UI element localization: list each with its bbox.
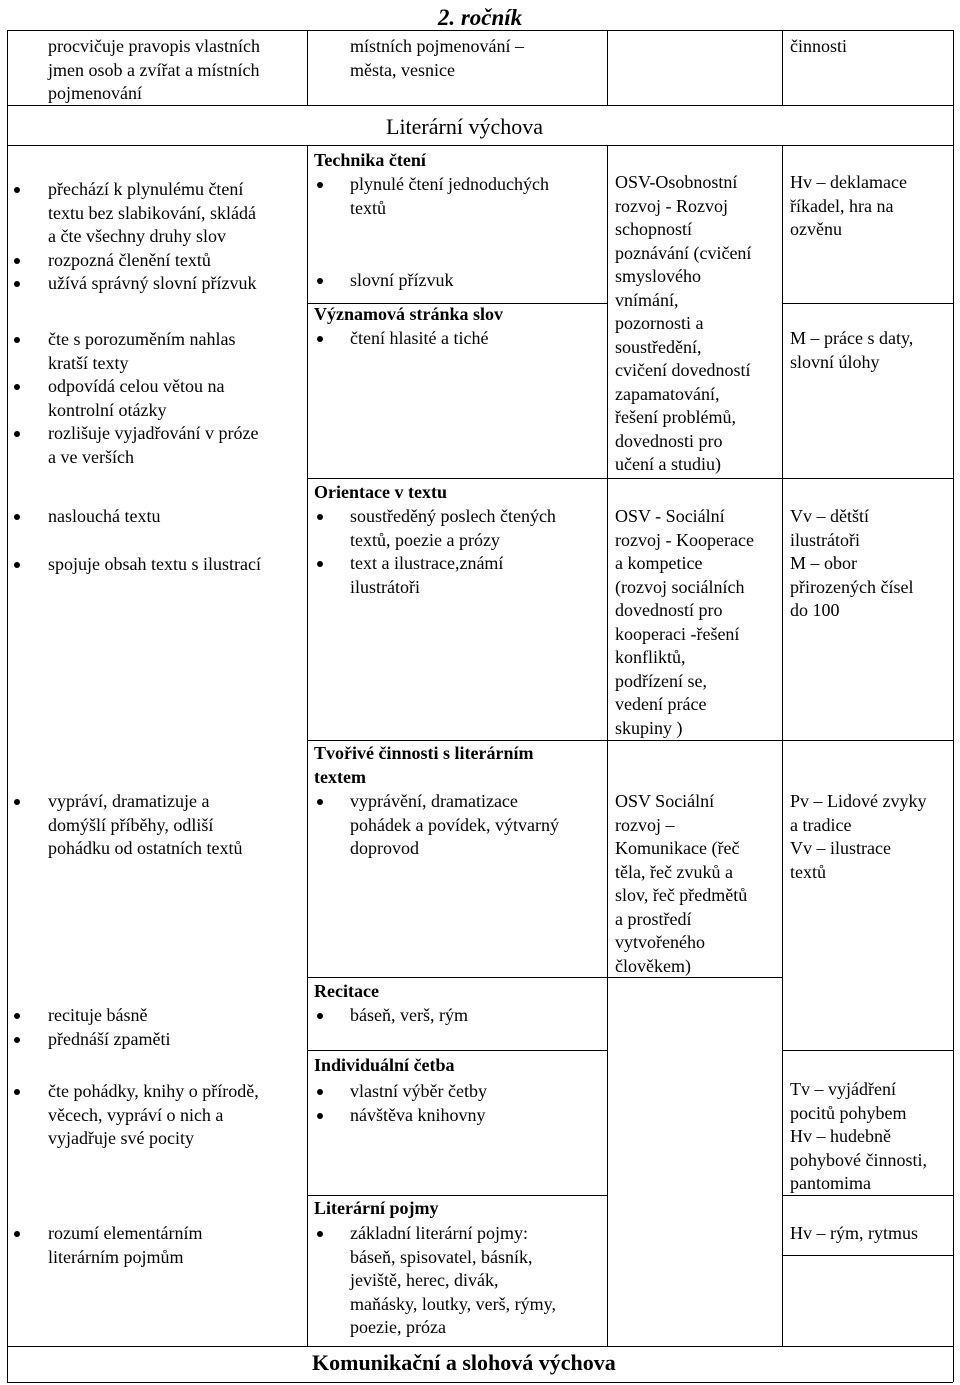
subject-item: textů, poezie a prózy	[350, 529, 500, 550]
outcome-line: textu bez slabikování, skládá	[48, 202, 256, 223]
subject-item: báseň, verš, rým	[350, 1005, 468, 1025]
theme-line: schopností	[615, 219, 693, 239]
bullet	[14, 1231, 20, 1237]
theme-line: cvičení dovedností	[615, 360, 751, 380]
link-line: a tradice	[790, 814, 852, 835]
grid-line	[607, 145, 608, 1346]
link-line: slovní úlohy	[790, 351, 880, 372]
link-line: ozvěnu	[790, 219, 842, 239]
grid-line	[782, 30, 783, 105]
link-line: do 100	[790, 600, 840, 620]
bullet	[14, 187, 20, 193]
theme-line: vytvořeného	[615, 932, 705, 952]
outcome-line: přechází k plynulému čtení	[48, 179, 244, 199]
subject-item: vyprávění, dramatizace	[350, 791, 518, 811]
bullet	[317, 561, 323, 567]
subject-heading: textem	[314, 766, 366, 787]
theme-line: podřízení se,	[615, 670, 707, 691]
outcome-line: rozpozná členění textů	[48, 249, 211, 270]
bullet	[14, 799, 20, 805]
outcome-line: věcech, vypráví o nich a	[48, 1104, 224, 1125]
bullet	[317, 1089, 323, 1095]
subject-item: vlastní výběr četby	[350, 1081, 487, 1101]
subject-item: báseň, spisovatel, básník,	[350, 1246, 533, 1267]
theme-line: těla, řeč zvuků a	[615, 861, 733, 882]
subject-item: maňásky, loutky, verš, rýmy,	[350, 1293, 556, 1314]
grid-line	[7, 145, 953, 146]
outcome-line: čte pohádky, knihy o přírodě,	[48, 1081, 259, 1101]
outcome-line: vyjadřuje své pocity	[48, 1128, 194, 1148]
subject-heading: Významová stránka slov	[314, 304, 504, 324]
theme-line: rozvoj –	[615, 814, 675, 835]
header-col2-line: města, vesnice	[350, 59, 455, 80]
outcome-line: užívá správný slovní přízvuk	[48, 273, 257, 293]
link-line: pocitů pohybem	[790, 1102, 907, 1123]
theme-line: dovednosti pro	[615, 430, 723, 451]
bullet	[14, 431, 20, 437]
outcome-line: domýšlí příběhy, odliší	[48, 814, 214, 835]
theme-line: řešení problémů,	[615, 407, 736, 427]
subject-heading: Recitace	[314, 981, 379, 1001]
subject-heading: Technika čtení	[314, 150, 426, 170]
link-line: pohybové činnosti,	[790, 1149, 927, 1170]
bullet	[317, 799, 323, 805]
header-col2-line: místních pojmenování –	[350, 36, 524, 56]
bullet	[14, 1013, 20, 1019]
theme-line: (rozvoj sociálních	[615, 576, 745, 597]
section-heading-komunikacni: Komunikační a slohová výchova	[312, 1350, 616, 1375]
link-line: pantomima	[790, 1173, 871, 1193]
link-line: Pv – Lidové zvyky	[790, 791, 927, 811]
subject-item: text a ilustrace,známí	[350, 553, 504, 573]
outcome-line: přednáší zpaměti	[48, 1028, 171, 1049]
link-line: Hv – hudebně	[790, 1126, 891, 1146]
grid-line	[7, 1346, 953, 1347]
header-col1-line: pojmenování	[48, 83, 142, 103]
theme-line: a prostředí	[615, 908, 692, 929]
link-line: M – obor	[790, 553, 857, 573]
bullet	[317, 1231, 323, 1237]
outcome-line: spojuje obsah textu s ilustrací	[48, 554, 261, 574]
grid-line	[607, 478, 782, 479]
bullet	[14, 1089, 20, 1095]
subject-item: doprovod	[350, 838, 419, 858]
subject-item: jeviště, herec, divák,	[350, 1270, 499, 1290]
theme-line: Komunikace (řeč	[615, 838, 740, 858]
outcome-line: rozlišuje vyjadřování v próze	[48, 423, 259, 443]
subject-item: plynulé čtení jednoduchých	[350, 174, 549, 194]
theme-line: vedení práce	[615, 694, 707, 714]
bullet	[14, 562, 20, 568]
outcome-line: rozumí elementárním	[48, 1223, 203, 1243]
outcome-line: kratší texty	[48, 352, 129, 373]
theme-line: konfliktů,	[615, 647, 686, 667]
grid-line	[307, 1050, 607, 1051]
grid-line	[782, 740, 953, 741]
grid-line	[782, 145, 783, 1346]
subject-item: čtení hlasité a tiché	[350, 328, 489, 348]
outcome-line: a čte všechny druhy slov	[48, 226, 226, 246]
grid-line	[7, 105, 953, 106]
theme-line: rozvoj - Kooperace	[615, 529, 754, 550]
subject-heading: Tvořivé činnosti s literárním	[314, 743, 534, 763]
header-col1-line: jmen osob a zvířat a místních	[48, 59, 260, 80]
outcome-line: naslouchá textu	[48, 506, 161, 526]
table-border-top	[7, 30, 953, 31]
subject-item: slovní přízvuk	[350, 270, 454, 290]
subject-item: textů	[350, 197, 386, 218]
theme-line: člověkem)	[615, 955, 691, 976]
grid-line	[307, 30, 308, 105]
outcome-line: kontrolní otázky	[48, 399, 167, 420]
bullet	[317, 278, 323, 284]
grid-line	[307, 977, 607, 978]
theme-line: dovedností pro	[615, 600, 723, 620]
bullet	[14, 258, 20, 264]
theme-line: OSV - Sociální	[615, 506, 725, 526]
grid-line	[607, 740, 782, 741]
theme-line: soustředění,	[615, 336, 702, 357]
subject-heading: Literární pojmy	[314, 1198, 439, 1218]
link-line: říkadel, hra na	[790, 195, 894, 216]
bullet	[14, 384, 20, 390]
outcome-line: odpovídá celou větou na	[48, 376, 225, 396]
grid-line	[307, 478, 607, 479]
bullet	[317, 336, 323, 342]
theme-line: skupiny )	[615, 717, 683, 738]
grid-line	[782, 1255, 953, 1256]
header-col4-line: činnosti	[790, 36, 847, 56]
bullet	[14, 337, 20, 343]
theme-line: poznávání (cvičení	[615, 242, 752, 263]
link-line: Hv – rým, rytmus	[790, 1223, 918, 1243]
bullet	[14, 514, 20, 520]
theme-line: slov, řeč předmětů	[615, 885, 748, 905]
link-line: textů	[790, 861, 826, 882]
link-line: přirozených čísel	[790, 576, 914, 597]
outcome-line: pohádku od ostatních textů	[48, 838, 243, 858]
theme-line: a kompetice	[615, 553, 703, 573]
theme-line: OSV-Osobnostní	[615, 172, 738, 192]
theme-line: OSV Sociální	[615, 791, 715, 811]
table-border-bottom	[7, 1382, 953, 1383]
bullet	[14, 1037, 20, 1043]
theme-line: vnímání,	[615, 289, 679, 310]
link-line: Tv – vyjádření	[790, 1079, 896, 1099]
bullet	[317, 514, 323, 520]
grid-line	[782, 303, 953, 304]
theme-line: kooperaci -řešení	[615, 623, 740, 644]
link-line: Hv – deklamace	[790, 172, 907, 192]
grid-line	[307, 740, 607, 741]
grid-line	[782, 1050, 953, 1051]
link-line: Vv – dětští	[790, 506, 869, 526]
header-col1-line: procvičuje pravopis vlastních	[48, 36, 260, 56]
subject-item: ilustrátoři	[350, 576, 420, 597]
grid-line	[607, 30, 608, 105]
outcome-line: a ve verších	[48, 446, 134, 467]
theme-line: zapamatování,	[615, 383, 720, 404]
outcome-line: vypráví, dramatizuje a	[48, 791, 210, 811]
link-line: ilustrátoři	[790, 529, 860, 550]
subject-item: návštěva knihovny	[350, 1104, 486, 1125]
grid-line	[307, 1195, 607, 1196]
bullet	[317, 1013, 323, 1019]
subject-heading: Individuální četba	[314, 1055, 455, 1075]
subject-item: soustředěný poslech čtených	[350, 506, 556, 526]
link-line: M – práce s daty,	[790, 328, 914, 348]
subject-item: pohádek a povídek, výtvarný	[350, 814, 559, 835]
bullet	[14, 281, 20, 287]
table-border-right	[953, 30, 954, 1382]
outcome-line: čte s porozuměním nahlas	[48, 329, 236, 349]
outcome-line: recituje básně	[48, 1005, 148, 1025]
outcome-line: literárním pojmům	[48, 1246, 184, 1267]
theme-line: smyslového	[615, 266, 702, 286]
theme-line: rozvoj - Rozvoj	[615, 195, 728, 216]
subject-item: základní literární pojmy:	[350, 1223, 528, 1243]
theme-line: pozornosti a	[615, 313, 704, 333]
section-heading-literarni: Literární výchova	[386, 114, 543, 139]
subject-heading: Orientace v textu	[314, 482, 447, 502]
bullet	[317, 1113, 323, 1119]
bullet	[317, 182, 323, 188]
grid-line	[307, 145, 308, 1346]
grid-line	[782, 478, 953, 479]
link-line: Vv – ilustrace	[790, 838, 891, 858]
page-title: 2. ročník	[437, 5, 523, 30]
table-border-left	[7, 30, 8, 1382]
subject-item: poezie, próza	[350, 1317, 446, 1337]
theme-line: učení a studiu)	[615, 454, 721, 474]
